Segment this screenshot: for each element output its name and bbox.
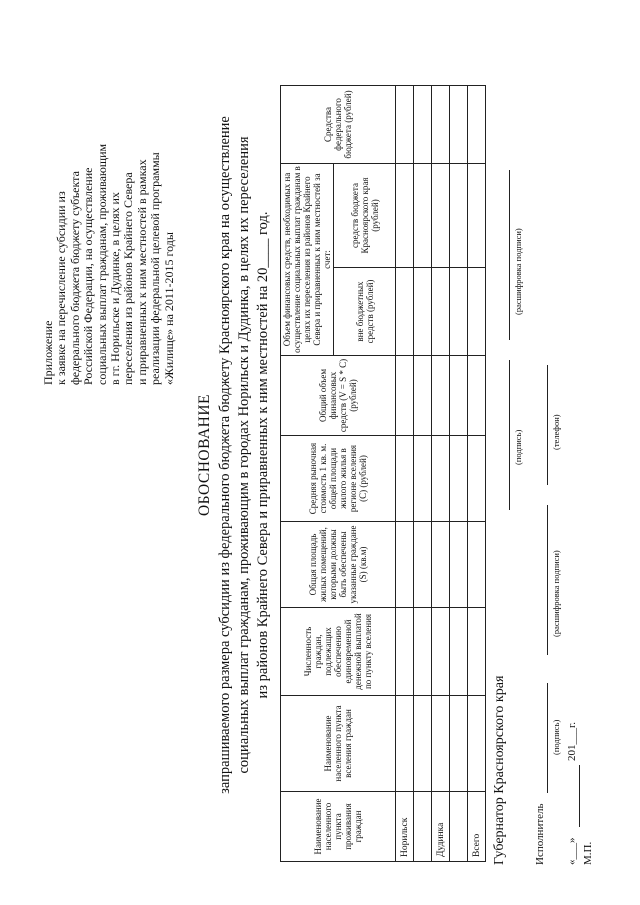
governor-label: Губернатор Красноярского края — [492, 675, 507, 865]
table-row — [450, 85, 468, 861]
table-cell — [450, 85, 468, 163]
appendix-line: Приложение — [41, 320, 55, 385]
header-regional-budget: средств бюджета Красноярского края (рублей) — [334, 163, 396, 267]
table-cell — [450, 356, 468, 436]
executor-decode-line — [547, 505, 548, 655]
table-cell — [450, 522, 468, 608]
governor-decode-line — [509, 170, 510, 340]
row-label: Дудинка — [432, 792, 450, 862]
table-cell — [414, 356, 432, 436]
table-cell — [468, 436, 486, 522]
document-subtitle-line: из районов Крайнего Севера и приравненных к ним местностей на 20____ год. — [255, 211, 271, 699]
table-cell — [432, 436, 450, 522]
governor-signature-line — [509, 360, 510, 510]
table-cell — [414, 522, 432, 608]
table-cell — [414, 436, 432, 522]
table-cell — [432, 696, 450, 792]
header-total-funds: Общий объем финансовых средств (V = S * C) (рублей) — [281, 356, 396, 436]
table-cell — [468, 268, 486, 356]
table-cell — [450, 696, 468, 792]
table-cell — [468, 696, 486, 792]
header-destination: Наименование населенного пункта вселения граждан — [281, 696, 396, 792]
table-cell — [432, 522, 450, 608]
table-cell — [468, 608, 486, 696]
row-label-total: Всего — [468, 792, 486, 862]
table-cell — [432, 163, 450, 267]
table-cell — [450, 268, 468, 356]
row-label — [450, 792, 468, 862]
table-cell — [432, 268, 450, 356]
appendix-block — [42, 50, 176, 385]
signature-caption: (подпись) — [513, 429, 523, 465]
appendix-line: социальных выплат гражданам, проживающим — [94, 143, 109, 385]
table-cell — [414, 268, 432, 356]
appendix-line: федерального бюджета бюджету субъекта — [67, 171, 82, 385]
decode-caption: (расшифровка подписи) — [513, 228, 523, 315]
table-cell — [396, 608, 414, 696]
date-month-line — [579, 765, 580, 827]
header-federal-budget: Средства федерального бюджета (рублей) — [281, 85, 396, 163]
table-cell — [396, 356, 414, 436]
table-cell — [450, 163, 468, 267]
stamp-label: М.П. — [582, 841, 594, 865]
signature-caption: (подпись) — [551, 719, 561, 755]
appendix-line: Российской Федерации, на осуществление — [81, 167, 96, 385]
table-cell — [432, 608, 450, 696]
phone-caption: (телефон) — [551, 414, 561, 450]
table-cell — [432, 356, 450, 436]
table-cell — [396, 85, 414, 163]
document-title: ОБОСНОВАНИЕ — [196, 394, 213, 517]
document-subtitle-line: запрашиваемого размера субсидии из федерального бюджета бюджету Красноярского края на осуществление — [217, 116, 233, 794]
document-subtitle-line: социальных выплат гражданам, проживающим в городах Норильск и Дудинка, в целях их переселения — [236, 136, 252, 774]
appendix-line: и приравненных к ним местностей в рамках — [134, 159, 149, 385]
decode-caption: (расшифровка подписи) — [551, 550, 561, 637]
appendix-line: реализации федеральной целевой программы — [148, 152, 163, 385]
appendix-line: к заявке на перечисление субсидии из — [54, 191, 69, 385]
table-cell — [468, 163, 486, 267]
table-cell — [414, 696, 432, 792]
table-cell — [396, 268, 414, 356]
table-cell — [396, 436, 414, 522]
subsidy-table — [280, 85, 486, 862]
table-cell — [396, 696, 414, 792]
table-cell — [396, 163, 414, 267]
header-citizen-count: Численность граждан, подлежащих обеспечению единовременной денежной выплатой по пункту вселения — [281, 608, 396, 696]
table-row — [414, 85, 432, 861]
table-row — [396, 85, 414, 861]
appendix-line: в гг. Норильске и Дудинке, в целях их — [108, 192, 123, 385]
table-cell — [450, 608, 468, 696]
table-row — [432, 85, 450, 861]
header-avg-price: Средняя рыночная стоимость 1 кв. м. общей площади жилого жилья в регионе вселения (С) (рублей) — [281, 436, 396, 522]
table-cell — [468, 85, 486, 163]
table-cell — [414, 608, 432, 696]
executor-phone-line — [547, 365, 548, 485]
table-cell — [414, 163, 432, 267]
table-cell — [432, 85, 450, 163]
table-cell — [468, 522, 486, 608]
executor-label: Исполнитель — [534, 803, 546, 865]
header-residence: Наименование населенного пункта проживания граждан — [281, 792, 396, 862]
row-label — [414, 792, 432, 862]
appendix-line: переселения из районов Крайнего Севера — [121, 172, 136, 385]
table-row — [468, 85, 486, 861]
table-cell — [468, 356, 486, 436]
table-cell — [450, 436, 468, 522]
header-total-area: Общая площадь жилых помещений, которыми должны быть обеспечены указанные граждане (S) (кв.м) — [281, 522, 396, 608]
row-label: Норильск — [396, 792, 414, 862]
executor-signature-line — [547, 683, 548, 793]
appendix-line: «Жилище» на 2011-2015 годы — [161, 232, 176, 385]
header-funding-group: Объем финансовых средств, необходимых на осуществление социальных выплат гражданам в целях их переселения из районов Крайнего Севера и приравненных к ним местностей за счет: — [281, 163, 334, 355]
table-cell — [414, 85, 432, 163]
table-cell — [396, 522, 414, 608]
header-extrabudget: вне бюджетных средств (рублей) — [334, 268, 396, 356]
date-day: «___» — [566, 837, 578, 865]
date-year: 201___г. — [566, 721, 578, 761]
